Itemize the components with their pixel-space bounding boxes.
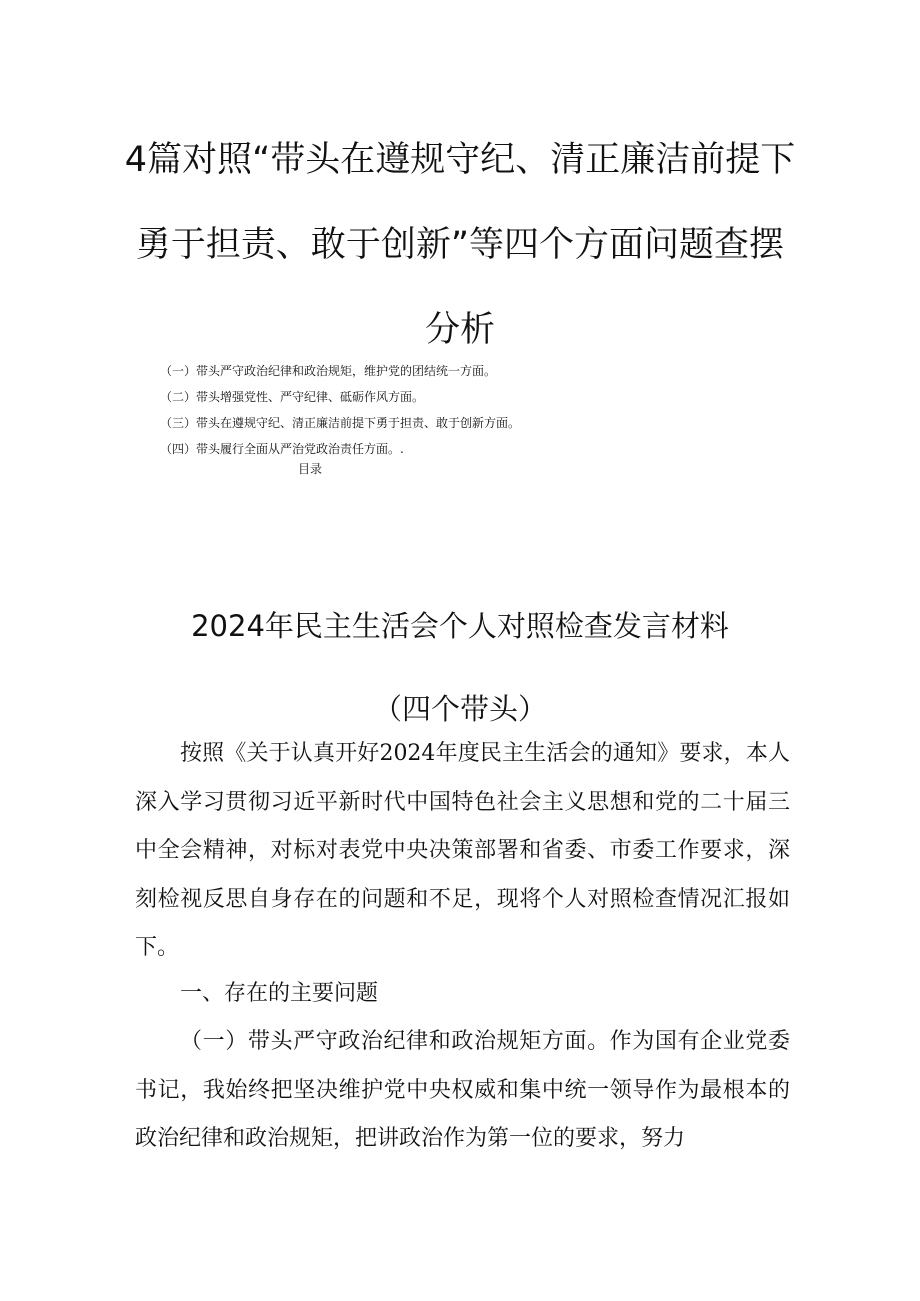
toc-item[interactable]: （一）带头严守政治纪律和政治规矩，维护党的团结统一方面。 bbox=[160, 364, 497, 378]
speech-title-line2: （四个带头） bbox=[372, 692, 547, 726]
section-paragraph: （一）带头严守政治纪律和政治规矩方面。作为国有企业党委书记，我始终把坚决维护党中央权威和集中统一领导作为最根本的政治纪律和政治规矩，把讲政治作为第一位的要求，努力 bbox=[135, 1029, 790, 1151]
toc-item[interactable]: （四）带头履行全面从严治党政治责任方面。. bbox=[160, 442, 404, 456]
toc-item[interactable]: （三）带头在遵规守纪、清正廉洁前提下勇于担责、敢于创新方面。 bbox=[160, 416, 521, 430]
speech-title-line1: 2024年民主生活会个人对照检查发言材料 bbox=[191, 609, 729, 643]
section-heading: 一、存在的主要问题 bbox=[180, 981, 379, 1006]
table-of-contents bbox=[160, 358, 780, 462]
intro-paragraph: 按照《关于认真开好2024年度民主生活会的通知》要求，本人深入学习贯彻习近平新时代中国特色社会主义思想和党的二十届三中全会精神，对标对表党中央决策部署和省委、市委工作要求，深刻检视反思自身存在的问题和不足，现将个人对照检查情况汇报如下。 bbox=[135, 741, 790, 960]
toc-label: 目录 bbox=[297, 462, 322, 476]
document-title: 4篇对照“带头在遵规守纪、清正廉洁前提下勇于担责、敢于创新”等四个方面问题查摆分析 bbox=[124, 140, 796, 350]
speech-title bbox=[120, 585, 800, 751]
toc-item[interactable]: （二）带头增强党性、严守纪律、砥砺作风方面。 bbox=[160, 390, 425, 404]
